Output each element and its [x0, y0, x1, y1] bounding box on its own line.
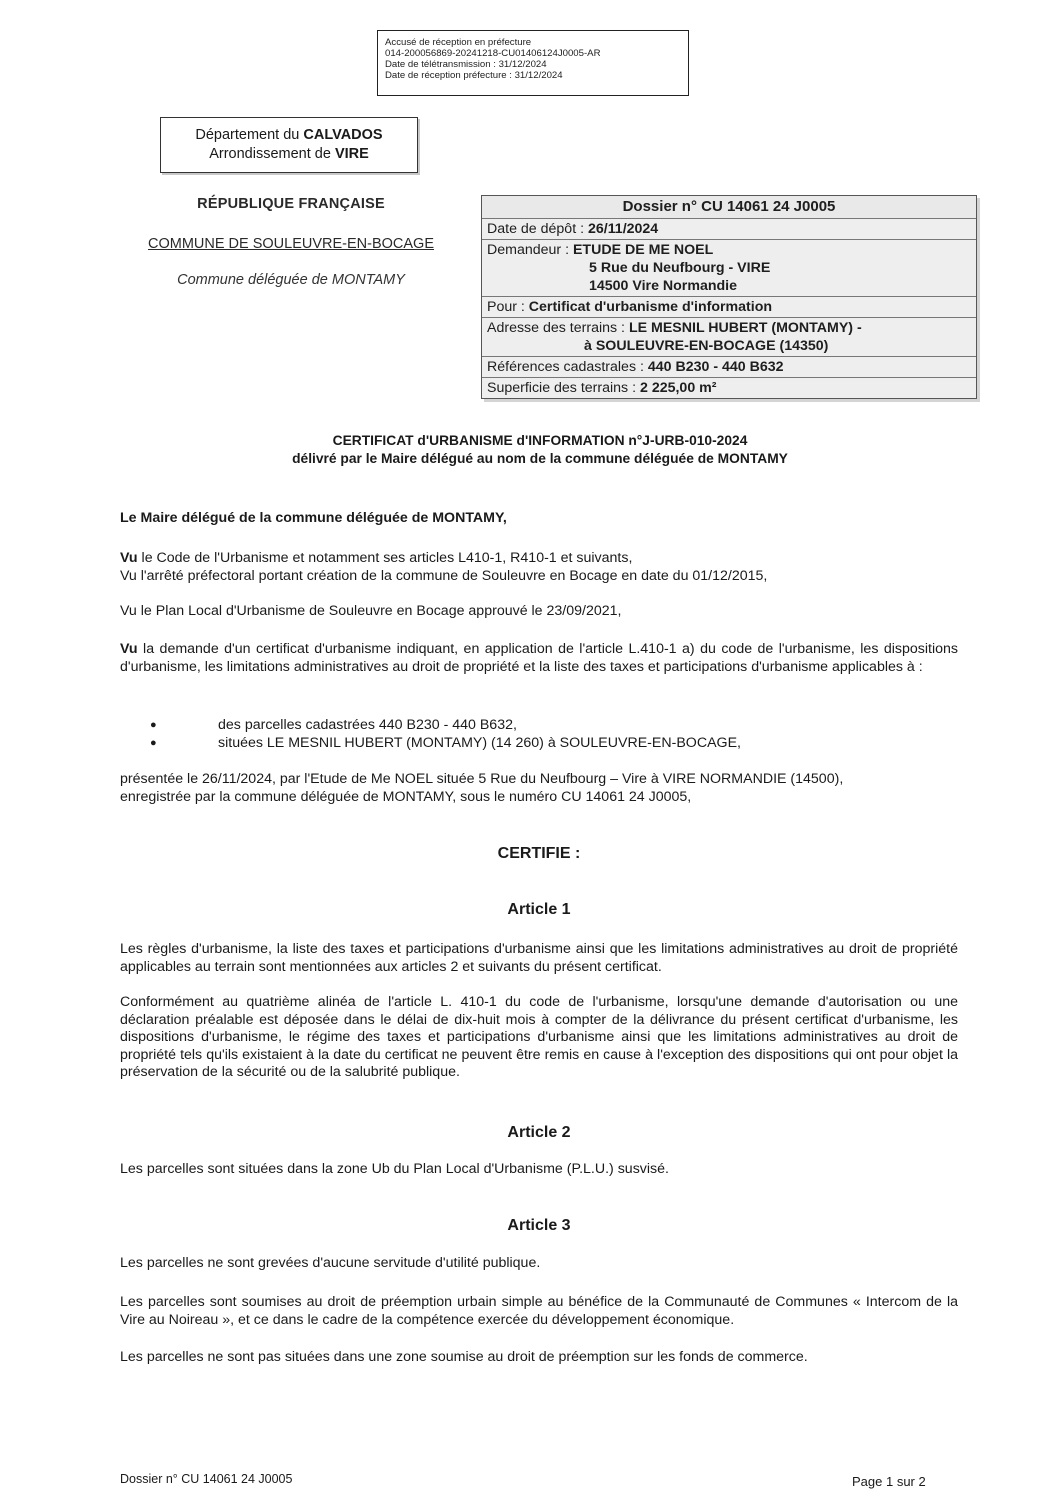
- depot-date-row: Date de dépôt : 26/11/2024: [482, 219, 976, 240]
- republique-heading: RÉPUBLIQUE FRANÇAISE: [197, 196, 385, 212]
- certificate-title: [120, 432, 960, 468]
- article-1-heading: Article 1: [507, 901, 571, 918]
- superficie-row: Superficie des terrains : 2 225,00 m²: [482, 378, 976, 398]
- department-line: Département du CALVADOS: [195, 127, 383, 143]
- list-item: ● situées LE MESNIL HUBERT (MONTAMY) (14 260) à SOULEUVRE-EN-BOCAGE,: [150, 735, 741, 751]
- list-item: ● des parcelles cadastrées 440 B230 - 440 B632,: [150, 717, 517, 733]
- certificate-title-line2: délivré par le Maire délégué au nom de la commune déléguée de MONTAMY: [292, 451, 788, 466]
- commune-deleguee: Commune déléguée de MONTAMY: [177, 272, 405, 288]
- presentee-paragraph: présentée le 26/11/2024, par l'Etude de Me NOEL située 5 Rue du Neufbourg – Vire à VIRE NORMANDIE (14500), enregistrée par la commune déléguée de MONTAMY, sous le numéro CU 14061 24 J0005,: [120, 771, 844, 805]
- article-1-paragraph-1: Les règles d'urbanisme, la liste des taxes et participations d'urbanisme ainsi que les limitations administratives au droit de propriété applicables au terrain sont mentionnées aux articles 2 et suivants du présent certificat.: [120, 941, 958, 975]
- article-3-paragraph-3: Les parcelles ne sont pas situées dans une zone soumise au droit de préemption sur les fonds de commerce.: [120, 1349, 808, 1365]
- references-row: Références cadastrales : 440 B230 - 440 B632: [482, 357, 976, 378]
- dossier-info-table: [481, 195, 977, 399]
- commune-heading: COMMUNE DE SOULEUVRE-EN-BOCAGE: [147, 236, 434, 252]
- stamp-line: Accusé de réception en préfecture: [385, 37, 532, 48]
- article-2-heading: Article 2: [507, 1124, 571, 1141]
- certifie-heading: CERTIFIE :: [497, 845, 581, 862]
- stamp-line: Date de télétransmission : 31/12/2024: [385, 59, 547, 70]
- bullet-icon: ●: [150, 737, 157, 749]
- article-3-paragraph-1: Les parcelles ne sont grevées d'aucune servitude d'utilité publique.: [120, 1255, 541, 1271]
- demandeur-row: Demandeur : ETUDE DE ME NOEL 5 Rue du Neufbourg - VIRE 14500 Vire Normandie: [482, 240, 976, 297]
- stamp-line: Date de réception préfecture : 31/12/2024: [385, 70, 563, 81]
- dossier-number: Dossier n° CU 14061 24 J0005: [482, 196, 976, 219]
- bullet-icon: ●: [150, 719, 157, 731]
- article-3-paragraph-2: Les parcelles sont soumises au droit de préemption urbain simple au bénéfice de la Communauté de Communes « Intercom de la Vire au Noireau », et ce dans le cadre de la compétence exercée du développement économique.: [120, 1294, 958, 1328]
- arrondissement-line: Arrondissement de VIRE: [209, 146, 369, 162]
- vu-demande: Vu la demande d'un certificat d'urbanisme indiquant, en application de l'article L.410-1 a) du code de l'urbanisme, les dispositions d'urbanisme, les limitations administratives au droit de propriété et la liste des taxes et participations d'urbanisme applicables à :: [120, 641, 958, 675]
- pour-row: Pour : Certificat d'urbanisme d'information: [482, 297, 976, 318]
- parcel-bullets: [150, 716, 950, 752]
- adresse-row: Adresse des terrains : LE MESNIL HUBERT (MONTAMY) - à SOULEUVRE-EN-BOCAGE (14350): [482, 318, 976, 357]
- footer-dossier-number: Dossier n° CU 14061 24 J0005: [120, 1472, 293, 1486]
- article-1-paragraph-2: Conformément au quatrième alinéa de l'article L. 410-1 du code de l'urbanisme, lorsqu'une demande d'autorisation ou une déclaration préalable est déposée dans le délai de dix-huit mois à compter de la délivrance du présent certificat d'urbanisme, les dispositions d'urbanisme, le régime des taxes et participations d'urbanisme ainsi que les limitations administratives au droit de propriété tels qu'ils existaient à la date du certificat ne peuvent être remis en cause à l'exception des dispositions qui ont pour objet la préservation de la sécurité ou de la salubrité publique.: [120, 994, 958, 1081]
- department-box: [160, 117, 418, 173]
- prefecture-receipt-stamp: [377, 30, 689, 96]
- article-3-heading: Article 3: [507, 1217, 571, 1234]
- vu-code-urbanisme: Vu le Code de l'Urbanisme et notamment ses articles L410-1, R410-1 et suivants, Vu l'arrêté préfectoral portant création de la commune de Souleuvre en Bocage en date du 01/12/2015,: [120, 550, 768, 584]
- vu-plu: Vu le Plan Local d'Urbanisme de Souleuvre en Bocage approuvé le 23/09/2021,: [120, 603, 622, 619]
- article-2-paragraph: Les parcelles sont situées dans la zone Ub du Plan Local d'Urbanisme (P.L.U.) susvisé.: [120, 1161, 669, 1177]
- certificate-title-line1: CERTIFICAT d'URBANISME d'INFORMATION n°J-URB-010-2024: [332, 433, 748, 448]
- stamp-line: 014-200056869-20241218-CU01406124J0005-AR: [385, 48, 601, 59]
- page-number: Page 1 sur 2: [852, 1474, 926, 1489]
- maire-intro: Le Maire délégué de la commune déléguée de MONTAMY,: [120, 510, 507, 526]
